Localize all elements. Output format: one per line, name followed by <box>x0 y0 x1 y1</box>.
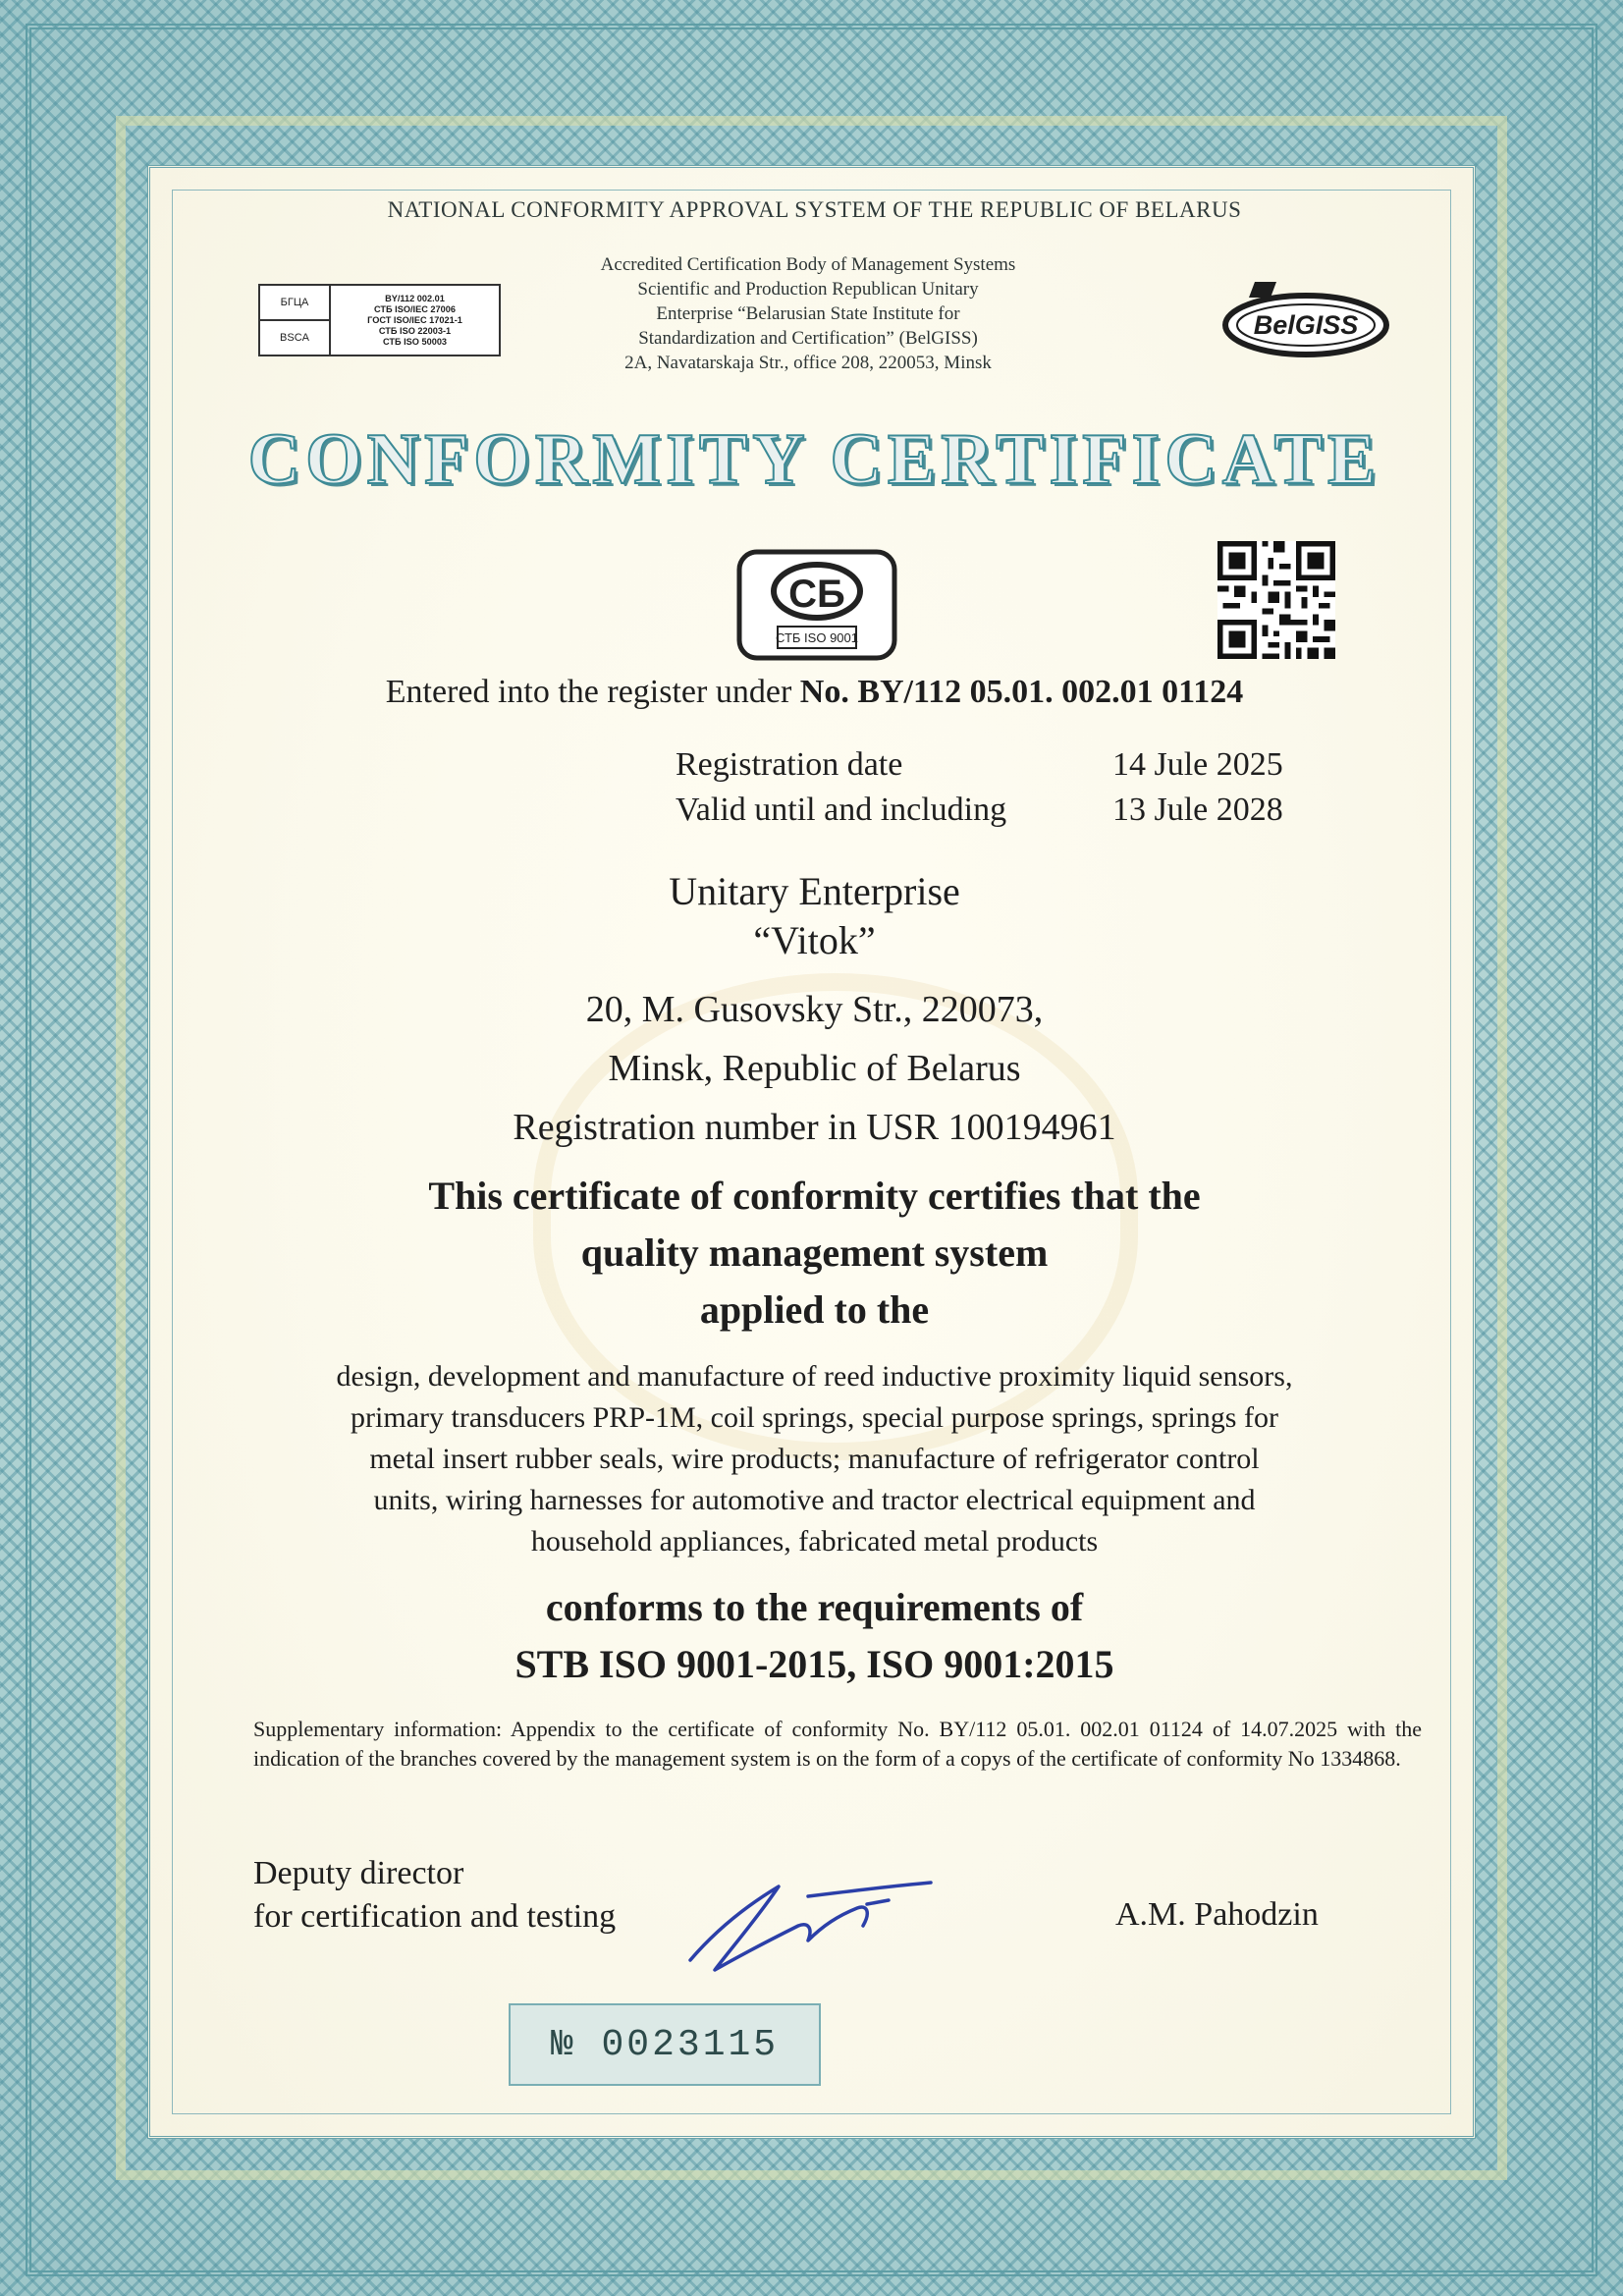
registration-date-label: Registration date <box>676 746 903 783</box>
register-entry <box>150 674 1479 711</box>
valid-until-label: Valid until and including <box>676 792 1007 828</box>
organization-name <box>150 867 1479 965</box>
serial-number: № 0023115 <box>550 2023 780 2066</box>
registration-date-value: 14 Jule 2025 <box>1112 746 1283 783</box>
accreditation-line: Enterprise “Belarusian State Institute for <box>656 303 960 324</box>
organization-address <box>150 980 1479 1157</box>
certificate-title: CONFORMITY CERTIFICATE <box>247 419 1381 500</box>
signatory-name: A.M. Pahodzin <box>1115 1896 1319 1933</box>
accreditation-line: 2A, Navatarskaja Str., office 208, 220053, Minsk <box>624 353 992 373</box>
accreditation-line: Accredited Certification Body of Management Systems <box>600 254 1016 275</box>
stb-mark-label: СТБ ISO 9001 <box>776 630 858 645</box>
certification-scope <box>170 1356 1459 1562</box>
belgiss-logo <box>1216 276 1392 364</box>
badge-line: ГОСТ ISO/IEC 17021-1 <box>367 314 462 325</box>
logo-text: BelGISS <box>1253 310 1359 340</box>
serial-number-box <box>509 2003 821 2086</box>
address-street: 20, M. Gusovsky Str., 220073, <box>585 989 1044 1030</box>
certification-statement <box>150 1168 1479 1339</box>
valid-until-value: 13 Jule 2028 <box>1112 792 1283 828</box>
qr-code[interactable] <box>1217 541 1335 659</box>
badge-line: СТБ ISO 22003-1 <box>378 325 452 336</box>
statement-line: quality management system <box>580 1230 1049 1275</box>
badge-line: СТБ ISO/IEC 27006 <box>374 303 456 314</box>
accreditation-line: Standardization and Certification” (BelGISS) <box>638 328 978 349</box>
organization-title: “Vitok” <box>753 918 876 962</box>
signatory-title-line: for certification and testing <box>253 1898 617 1935</box>
accreditation-body <box>523 252 1093 375</box>
scope-line: units, wiring harnesses for automotive and tractor electrical equipment and <box>373 1484 1256 1516</box>
accreditation-badge <box>258 284 501 356</box>
handwritten-signature <box>661 1857 946 1985</box>
certificate-body <box>147 165 1476 2139</box>
statement-line: applied to the <box>699 1287 930 1332</box>
validity-dates <box>676 742 1283 833</box>
signatory-title <box>253 1852 616 1939</box>
conformity-standards <box>150 1579 1479 1693</box>
stb-conformity-mark <box>733 546 900 664</box>
register-number: No. BY/112 05.01. 002.01 01124 <box>799 674 1244 710</box>
scope-line: household appliances, fabricated metal products <box>530 1525 1099 1558</box>
signatory-title-line: Deputy director <box>253 1855 464 1891</box>
supplementary-information: Supplementary information: Appendix to the certificate of conformity No. BY/112 05.01. 002.01 01124 of 14.07.2025 with the indication of the branches covered by the management system is on the form of a copys of the certificate of conformity No 1334868. <box>253 1717 1422 1771</box>
standards-line: STB ISO 9001-2015, ISO 9001:2015 <box>514 1642 1114 1686</box>
badge-label-bgca: БГЦА <box>260 286 329 321</box>
conforms-line: conforms to the requirements of <box>545 1585 1084 1629</box>
system-title: NATIONAL CONFORMITY APPROVAL SYSTEM OF THE REPUBLIC OF BELARUS <box>387 197 1242 222</box>
address-city: Minsk, Republic of Belarus <box>608 1048 1021 1089</box>
badge-label-bsca: BSCA <box>280 332 309 344</box>
badge-line: BY/112 002.01 <box>385 293 445 303</box>
organization-type: Unitary Enterprise <box>669 869 960 913</box>
svg-text:СБ: СБ <box>788 573 845 616</box>
badge-line: СТБ ISO 50003 <box>382 336 448 347</box>
statement-line: This certificate of conformity certifies that the <box>428 1174 1201 1218</box>
register-prefix: Entered into the register under <box>385 674 792 710</box>
scope-line: metal insert rubber seals, wire products; manufacture of refrigerator control <box>369 1443 1260 1475</box>
scope-line: design, development and manufacture of reed inductive proximity liquid sensors, <box>336 1360 1293 1393</box>
accreditation-line: Scientific and Production Republican Unitary <box>637 279 979 300</box>
scope-line: primary transducers PRP-1M, coil springs, special purpose springs, springs for <box>351 1401 1278 1434</box>
registration-number: Registration number in USR 100194961 <box>513 1107 1116 1148</box>
